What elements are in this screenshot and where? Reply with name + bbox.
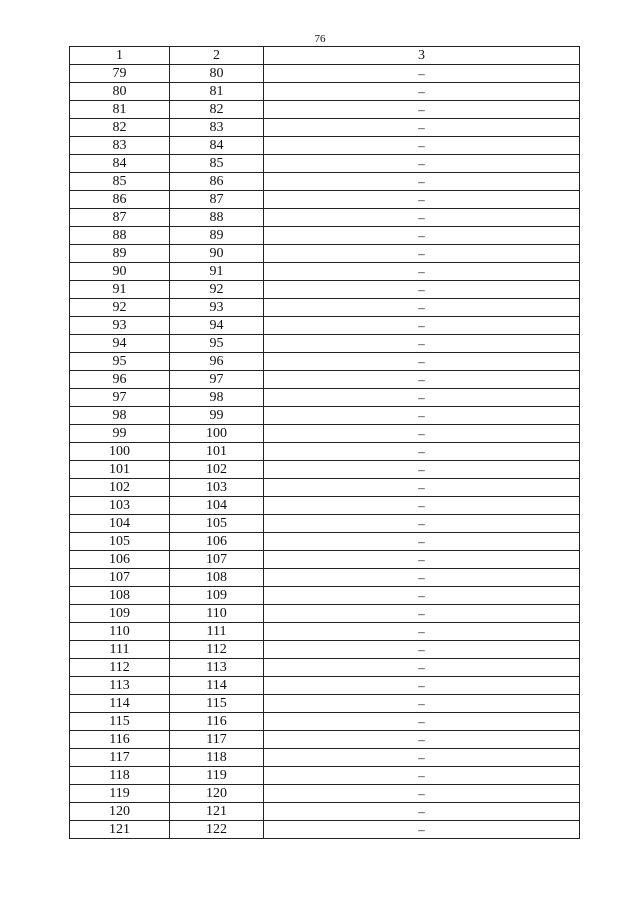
column-header-3: 3	[264, 47, 580, 65]
table-row	[70, 821, 580, 839]
table-cell-col-3: –	[264, 371, 580, 389]
table-cell-col-1: 94	[70, 335, 170, 353]
table-row	[70, 767, 580, 785]
table-cell-col-1: 119	[70, 785, 170, 803]
table-cell-col-1: 87	[70, 209, 170, 227]
table-cell-col-1: 115	[70, 713, 170, 731]
table-cell-col-3: –	[264, 533, 580, 551]
table-cell-col-2: 106	[170, 533, 264, 551]
column-header-2: 2	[170, 47, 264, 65]
table-cell-col-2: 99	[170, 407, 264, 425]
table-row	[70, 65, 580, 83]
table-cell-col-2: 117	[170, 731, 264, 749]
table-cell-col-3: –	[264, 137, 580, 155]
table-cell-col-2: 115	[170, 695, 264, 713]
table-cell-col-3: –	[264, 569, 580, 587]
table-cell-col-2: 116	[170, 713, 264, 731]
table-cell-col-3: –	[264, 623, 580, 641]
table-cell-col-1: 96	[70, 371, 170, 389]
table-cell-col-3: –	[264, 155, 580, 173]
table-cell-col-3: –	[264, 677, 580, 695]
table-cell-col-3: –	[264, 353, 580, 371]
table-cell-col-3: –	[264, 65, 580, 83]
table-row	[70, 389, 580, 407]
table-cell-col-2: 120	[170, 785, 264, 803]
table-body	[70, 65, 580, 839]
table-cell-col-2: 85	[170, 155, 264, 173]
table-cell-col-2: 90	[170, 245, 264, 263]
table-cell-col-1: 100	[70, 443, 170, 461]
table-cell-col-1: 110	[70, 623, 170, 641]
table-row	[70, 173, 580, 191]
table-row	[70, 137, 580, 155]
table-row	[70, 695, 580, 713]
table-cell-col-3: –	[264, 767, 580, 785]
table-cell-col-1: 81	[70, 101, 170, 119]
table-cell-col-3: –	[264, 605, 580, 623]
table-cell-col-3: –	[264, 389, 580, 407]
table-cell-col-3: –	[264, 659, 580, 677]
table-cell-col-2: 82	[170, 101, 264, 119]
table-cell-col-3: –	[264, 443, 580, 461]
table-cell-col-3: –	[264, 785, 580, 803]
table-row	[70, 371, 580, 389]
table-cell-col-1: 108	[70, 587, 170, 605]
table-cell-col-2: 92	[170, 281, 264, 299]
table-cell-col-1: 83	[70, 137, 170, 155]
table-cell-col-2: 83	[170, 119, 264, 137]
table-cell-col-3: –	[264, 425, 580, 443]
table-cell-col-3: –	[264, 551, 580, 569]
table-cell-col-3: –	[264, 407, 580, 425]
table-row	[70, 803, 580, 821]
table-cell-col-1: 85	[70, 173, 170, 191]
table-cell-col-2: 118	[170, 749, 264, 767]
table-cell-col-3: –	[264, 299, 580, 317]
table-row	[70, 299, 580, 317]
table-row	[70, 119, 580, 137]
table-cell-col-1: 105	[70, 533, 170, 551]
table-cell-col-3: –	[264, 263, 580, 281]
table-cell-col-3: –	[264, 173, 580, 191]
table-cell-col-2: 102	[170, 461, 264, 479]
table-cell-col-3: –	[264, 461, 580, 479]
page-number: 76	[314, 33, 326, 45]
table-cell-col-1: 120	[70, 803, 170, 821]
table-row	[70, 245, 580, 263]
table-cell-col-3: –	[264, 641, 580, 659]
table-row	[70, 407, 580, 425]
table-cell-col-1: 97	[70, 389, 170, 407]
table-cell-col-1: 95	[70, 353, 170, 371]
table-cell-col-2: 89	[170, 227, 264, 245]
table-cell-col-2: 114	[170, 677, 264, 695]
table-cell-col-1: 106	[70, 551, 170, 569]
table-row	[70, 263, 580, 281]
table-cell-col-1: 121	[70, 821, 170, 839]
table-row	[70, 731, 580, 749]
table-cell-col-1: 112	[70, 659, 170, 677]
table-cell-col-1: 80	[70, 83, 170, 101]
table-cell-col-1: 79	[70, 65, 170, 83]
table-cell-col-3: –	[264, 119, 580, 137]
table-cell-col-2: 109	[170, 587, 264, 605]
table-row	[70, 317, 580, 335]
table-cell-col-1: 88	[70, 227, 170, 245]
table-row	[70, 479, 580, 497]
table-cell-col-2: 103	[170, 479, 264, 497]
table-cell-col-3: –	[264, 83, 580, 101]
table-cell-col-3: –	[264, 803, 580, 821]
table-row	[70, 281, 580, 299]
table-cell-col-1: 84	[70, 155, 170, 173]
table-header	[70, 47, 580, 65]
table-cell-col-2: 96	[170, 353, 264, 371]
data-table	[69, 46, 580, 839]
table-cell-col-1: 107	[70, 569, 170, 587]
table-cell-col-1: 116	[70, 731, 170, 749]
table-row	[70, 83, 580, 101]
header-row	[70, 47, 580, 65]
table-cell-col-3: –	[264, 281, 580, 299]
table-cell-col-1: 101	[70, 461, 170, 479]
table-row	[70, 785, 580, 803]
table-row	[70, 335, 580, 353]
table-cell-col-2: 98	[170, 389, 264, 407]
table-cell-col-1: 92	[70, 299, 170, 317]
table-row	[70, 461, 580, 479]
table-cell-col-1: 93	[70, 317, 170, 335]
table-cell-col-2: 119	[170, 767, 264, 785]
table-cell-col-3: –	[264, 821, 580, 839]
table-row	[70, 425, 580, 443]
table-cell-col-2: 93	[170, 299, 264, 317]
table-cell-col-1: 102	[70, 479, 170, 497]
table-row	[70, 587, 580, 605]
table-cell-col-2: 112	[170, 641, 264, 659]
table-row	[70, 101, 580, 119]
table-cell-col-1: 89	[70, 245, 170, 263]
table-cell-col-2: 111	[170, 623, 264, 641]
table-cell-col-3: –	[264, 479, 580, 497]
table-row	[70, 209, 580, 227]
table-cell-col-3: –	[264, 515, 580, 533]
table-row	[70, 641, 580, 659]
table-cell-col-1: 111	[70, 641, 170, 659]
table-cell-col-2: 108	[170, 569, 264, 587]
table-cell-col-2: 91	[170, 263, 264, 281]
table-cell-col-3: –	[264, 713, 580, 731]
table-row	[70, 443, 580, 461]
table-cell-col-1: 109	[70, 605, 170, 623]
table-cell-col-3: –	[264, 497, 580, 515]
table-cell-col-1: 118	[70, 767, 170, 785]
table-cell-col-3: –	[264, 749, 580, 767]
table-cell-col-2: 122	[170, 821, 264, 839]
table-cell-col-3: –	[264, 101, 580, 119]
table-cell-col-3: –	[264, 317, 580, 335]
table-cell-col-2: 100	[170, 425, 264, 443]
table-cell-col-3: –	[264, 209, 580, 227]
table-row	[70, 227, 580, 245]
table-cell-col-1: 113	[70, 677, 170, 695]
table-cell-col-1: 104	[70, 515, 170, 533]
table-cell-col-1: 98	[70, 407, 170, 425]
table-cell-col-1: 91	[70, 281, 170, 299]
table-cell-col-2: 95	[170, 335, 264, 353]
table-cell-col-3: –	[264, 191, 580, 209]
table-row	[70, 353, 580, 371]
table-cell-col-3: –	[264, 731, 580, 749]
table-cell-col-2: 101	[170, 443, 264, 461]
table-cell-col-2: 94	[170, 317, 264, 335]
table-cell-col-3: –	[264, 587, 580, 605]
table-cell-col-2: 80	[170, 65, 264, 83]
table-row	[70, 497, 580, 515]
table-row	[70, 605, 580, 623]
table-cell-col-2: 105	[170, 515, 264, 533]
table-cell-col-3: –	[264, 227, 580, 245]
table-row	[70, 569, 580, 587]
table-cell-col-3: –	[264, 335, 580, 353]
table-cell-col-2: 81	[170, 83, 264, 101]
table-row	[70, 533, 580, 551]
table-row	[70, 551, 580, 569]
table-cell-col-1: 86	[70, 191, 170, 209]
table-cell-col-2: 88	[170, 209, 264, 227]
table-row	[70, 713, 580, 731]
table-cell-col-2: 121	[170, 803, 264, 821]
table-cell-col-2: 110	[170, 605, 264, 623]
table-row	[70, 749, 580, 767]
table-cell-col-1: 114	[70, 695, 170, 713]
table-cell-col-1: 90	[70, 263, 170, 281]
table-row	[70, 515, 580, 533]
table-row	[70, 623, 580, 641]
table-row	[70, 191, 580, 209]
table-cell-col-2: 104	[170, 497, 264, 515]
table-row	[70, 659, 580, 677]
table-row	[70, 677, 580, 695]
column-header-1: 1	[70, 47, 170, 65]
table-cell-col-2: 84	[170, 137, 264, 155]
table-cell-col-1: 82	[70, 119, 170, 137]
table-cell-col-1: 99	[70, 425, 170, 443]
table-cell-col-1: 103	[70, 497, 170, 515]
table-cell-col-3: –	[264, 245, 580, 263]
table-cell-col-1: 117	[70, 749, 170, 767]
table-row	[70, 155, 580, 173]
table-cell-col-2: 97	[170, 371, 264, 389]
table-cell-col-2: 87	[170, 191, 264, 209]
table-cell-col-2: 113	[170, 659, 264, 677]
table-cell-col-3: –	[264, 695, 580, 713]
table-cell-col-2: 86	[170, 173, 264, 191]
table-cell-col-2: 107	[170, 551, 264, 569]
